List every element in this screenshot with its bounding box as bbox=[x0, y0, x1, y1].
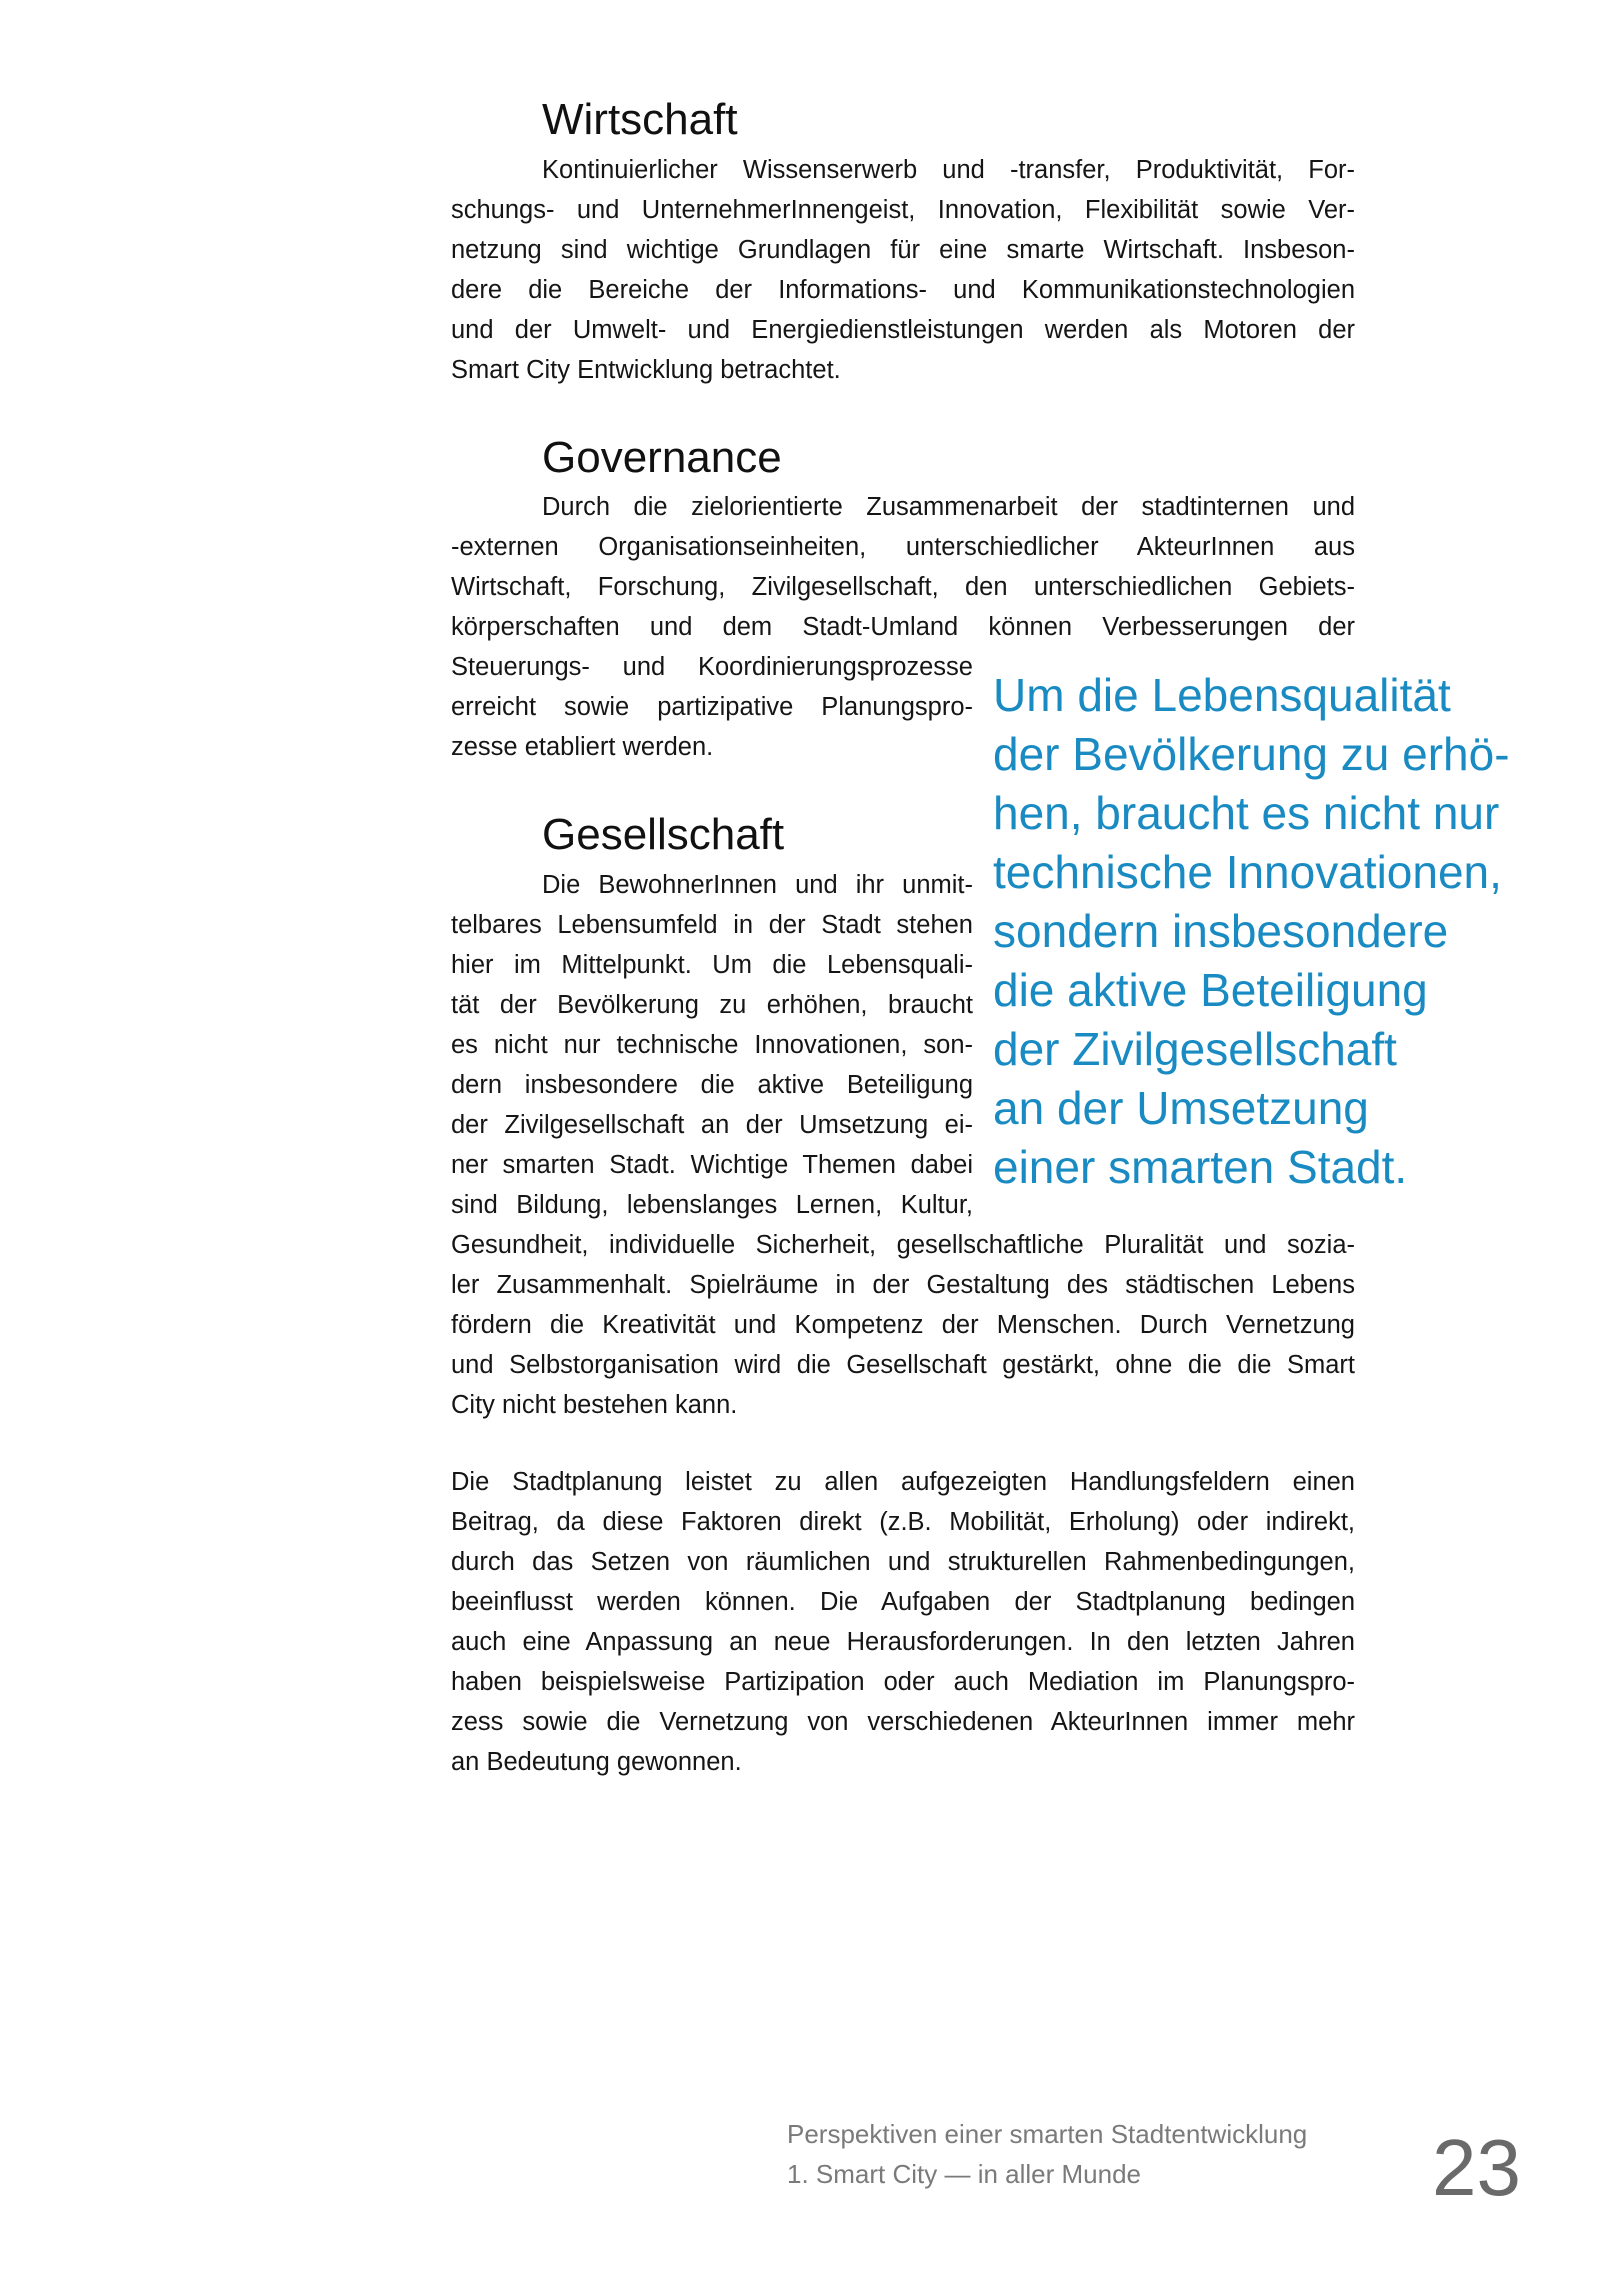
paragraph-line: sind Bildung, lebenslanges Lernen, Kultur, bbox=[451, 1191, 973, 1219]
paragraph-line: fördern die Kreativität und Kompetenz der Menschen. Durch Vernetzung bbox=[451, 1311, 1355, 1339]
paragraph-line: hier im Mittelpunkt. Um die Lebensquali- bbox=[451, 951, 973, 979]
paragraph-line: schungs- und UnternehmerInnengeist, Innovation, Flexibilität sowie Ver- bbox=[451, 196, 1355, 224]
paragraph-line: zess sowie die Vernetzung von verschiedenen AkteurInnen immer mehr bbox=[451, 1708, 1355, 1736]
pull-quote-line: hen, braucht es nicht nur bbox=[993, 787, 1500, 839]
pull-quote-line: der Zivilgesellschaft bbox=[993, 1023, 1397, 1075]
paragraph-line: Die Stadtplanung leistet zu allen aufgezeigten Handlungsfeldern einen bbox=[451, 1468, 1355, 1496]
paragraph-line: haben beispielsweise Partizipation oder auch Mediation im Planungspro- bbox=[451, 1668, 1355, 1696]
pull-quote-line: der Bevölkerung zu erhö- bbox=[993, 728, 1510, 780]
paragraph-line: ner smarten Stadt. Wichtige Themen dabei bbox=[451, 1151, 973, 1179]
pull-quote-line: Um die Lebensqualität bbox=[993, 669, 1451, 721]
paragraph-line: Beitrag, da diese Faktoren direkt (z.B. Mobilität, Erholung) oder indirekt, bbox=[451, 1508, 1355, 1536]
paragraph-line: und der Umwelt- und Energiedienstleistungen werden als Motoren der bbox=[451, 316, 1355, 344]
paragraph-line: Die BewohnerInnen und ihr unmit- bbox=[542, 871, 973, 899]
section-heading-gesellschaft: Gesellschaft bbox=[542, 810, 785, 859]
paragraph-line: Smart City Entwicklung betrachtet. bbox=[451, 356, 841, 384]
paragraph-line: körperschaften und dem Stadt-Umland können Verbesserungen der bbox=[451, 613, 1355, 641]
paragraph-line: durch das Setzen von räumlichen und strukturellen Rahmenbedingungen, bbox=[451, 1548, 1355, 1576]
paragraph-line: netzung sind wichtige Grundlagen für eine smarte Wirtschaft. Insbeson- bbox=[451, 236, 1355, 264]
pull-quote-line: technische Innovationen, bbox=[993, 846, 1502, 898]
paragraph-line: an Bedeutung gewonnen. bbox=[451, 1748, 742, 1776]
paragraph-line: City nicht bestehen kann. bbox=[451, 1391, 738, 1419]
pull-quote-line: einer smarten Stadt. bbox=[993, 1141, 1408, 1193]
paragraph-line: es nicht nur technische Innovationen, son- bbox=[451, 1031, 973, 1059]
pull-quote-line: die aktive Beteiligung bbox=[993, 964, 1428, 1016]
paragraph-line: telbares Lebensumfeld in der Stadt stehen bbox=[451, 911, 973, 939]
paragraph-line: Wirtschaft, Forschung, Zivilgesellschaft, den unterschiedlichen Gebiets- bbox=[451, 573, 1355, 601]
paragraph-line: tät der Bevölkerung zu erhöhen, braucht bbox=[451, 991, 973, 1019]
paragraph-line: Durch die zielorientierte Zusammenarbeit der stadtinternen und bbox=[542, 493, 1355, 521]
paragraph-line: beeinflusst werden können. Die Aufgaben der Stadtplanung bedingen bbox=[451, 1588, 1355, 1616]
footer-chapter: 1. Smart City — in aller Munde bbox=[787, 2159, 1142, 2189]
page-number: 23 bbox=[1432, 2123, 1521, 2212]
paragraph-line: dere die Bereiche der Informations- und Kommunikationstechnologien bbox=[451, 276, 1355, 304]
paragraph-line: Gesundheit, individuelle Sicherheit, gesellschaftliche Pluralität und sozia- bbox=[451, 1231, 1355, 1259]
paragraph-line: dern insbesondere die aktive Beteiligung bbox=[451, 1071, 973, 1099]
paragraph-line: und Selbstorganisation wird die Gesellschaft gestärkt, ohne die die Smart bbox=[451, 1351, 1355, 1379]
paragraph-line: zesse etabliert werden. bbox=[451, 733, 714, 761]
paragraph-line: ler Zusammenhalt. Spielräume in der Gestaltung des städtischen Lebens bbox=[451, 1271, 1355, 1299]
paragraph-line: der Zivilgesellschaft an der Umsetzung ei- bbox=[451, 1111, 973, 1139]
paragraph-line: -externen Organisationseinheiten, unterschiedlicher AkteurInnen aus bbox=[451, 533, 1355, 561]
pull-quote-line: sondern insbesondere bbox=[993, 905, 1449, 957]
paragraph-line: Steuerungs- und Koordinierungsprozesse bbox=[451, 653, 973, 681]
section-heading-governance: Governance bbox=[542, 433, 782, 482]
footer-title: Perspektiven einer smarten Stadtentwicklung bbox=[787, 2119, 1308, 2149]
paragraph-line: Kontinuierlicher Wissenserwerb und -transfer, Produktivität, For- bbox=[542, 156, 1355, 184]
paragraph-line: auch eine Anpassung an neue Herausforderungen. In den letzten Jahren bbox=[451, 1628, 1355, 1656]
pull-quote-line: an der Umsetzung bbox=[993, 1082, 1369, 1134]
paragraph-line: erreicht sowie partizipative Planungspro- bbox=[451, 693, 973, 721]
section-heading-wirtschaft: Wirtschaft bbox=[542, 95, 738, 144]
